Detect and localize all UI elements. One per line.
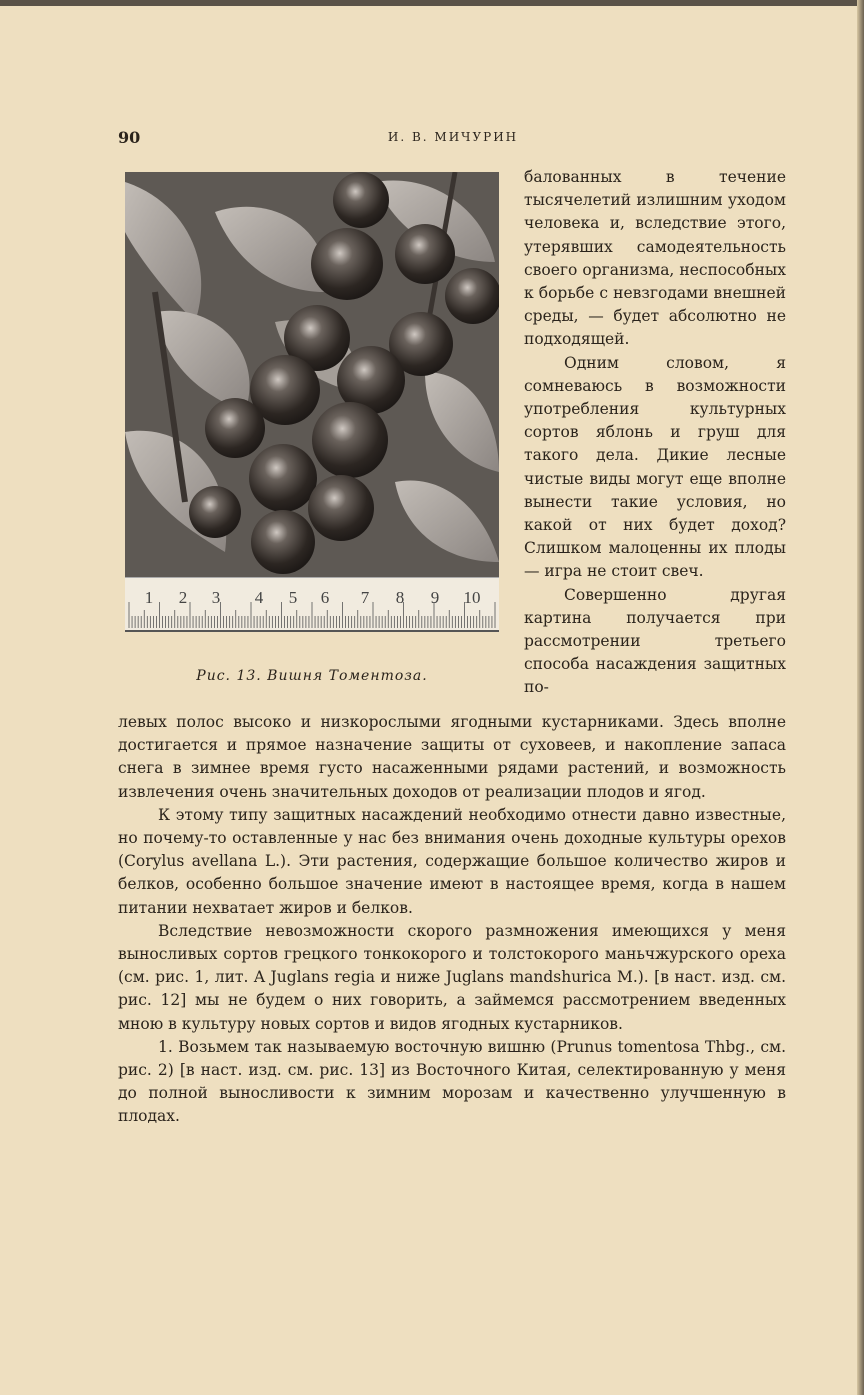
ruler-digit-10: 10: [463, 588, 481, 607]
paragraph-4: К этому типу защитных насаждений необходимо отнести давно известные, но почему-то оставленные у нас без внимания очень доходные культуры орехов (Corylus avellana L.). Эти растения, содержащие большое количество жиров и белков, особенно большое значение имеют в настоящее время, когда в нашем питании нехватает жиров и белков.: [118, 805, 786, 917]
ruler-digit-7: 7: [360, 588, 370, 607]
paragraph-3-continued: левых полос высоко и низкорослыми ягодными кустарниками. Здесь вполне достигается и прямое назначение защиты от суховеев, и накопление запаса снега в зимнее время густо насаженными рядами растений, и возможность извлечения очень значительных доходов от реализации плодов и ягод.: [118, 713, 786, 801]
ruler-digit-2: 2: [178, 588, 188, 607]
page-number: 90: [118, 128, 141, 147]
figure: [125, 172, 499, 650]
page-header: [118, 128, 788, 148]
measuring-ruler: [125, 577, 499, 632]
paragraph-5: Вследствие невозможности скорого размножения имеющихся у меня выносливых сортов грецкого тонкокорого и толстокорого маньчжурского ореха (см. рис. 1, лит. A Juglans regia и ниже Juglans mandshurica M.). [в наст. изд. см. рис. 12] мы не будем о них говорить, а займемся рассмотрением введенных мною в культуру новых сортов и видов ягодных кустарников.: [118, 921, 786, 1033]
cherry-photo-graphic: [125, 172, 499, 577]
ruler-digit-6: 6: [320, 588, 330, 607]
paragraph-1: балованных в течение тысячелетий излишним уходом человека и, вследствие этого, утерявших самодеятельность своего организма, неспособных к борьбе с невзгодами внешней среды, — будет абсолютно не подходящей.: [524, 168, 786, 349]
cherry-photo: [125, 172, 499, 577]
side-column-text: [524, 166, 786, 700]
ruler-digit-8: 8: [395, 588, 405, 607]
paragraph-2: Одним словом, я сомневаюсь в возможности употребления культурных сортов яблонь и груш для такого дела. Дикие лесные чистые виды могут еще вполне вынести такие условия, но какой от них будет доход? Слишком малоценны их плоды — игра не стоит свеч.: [524, 353, 786, 581]
running-head: И. В. МИЧУРИН: [387, 130, 519, 144]
page-right-edge: [857, 0, 864, 1395]
ruler-digit-4: 4: [254, 588, 264, 607]
paragraph-6: 1. Возьмем так называемую восточную вишню (Prunus tomentosa Thbg., см. рис. 2) [в наст. изд. см. рис. 13] из Восточного Китая, селектированную у меня до полной выносливости к зимним морозам и качественно улучшенную в плодах.: [118, 1037, 786, 1126]
figure-caption: Рис. 13. Вишня Томентоза.: [196, 668, 428, 684]
ruler-digit-5: 5: [288, 588, 298, 607]
paragraph-3-start: Совершенно другая картина получается при рассмотрении третьего способа насаждения защитных по-: [524, 585, 786, 697]
full-width-text: [118, 711, 786, 1129]
ruler-digit-1: 1: [144, 588, 154, 607]
ruler-digit-9: 9: [430, 588, 440, 607]
page-top-edge: [0, 0, 864, 6]
ruler-digit-3: 3: [211, 588, 221, 607]
